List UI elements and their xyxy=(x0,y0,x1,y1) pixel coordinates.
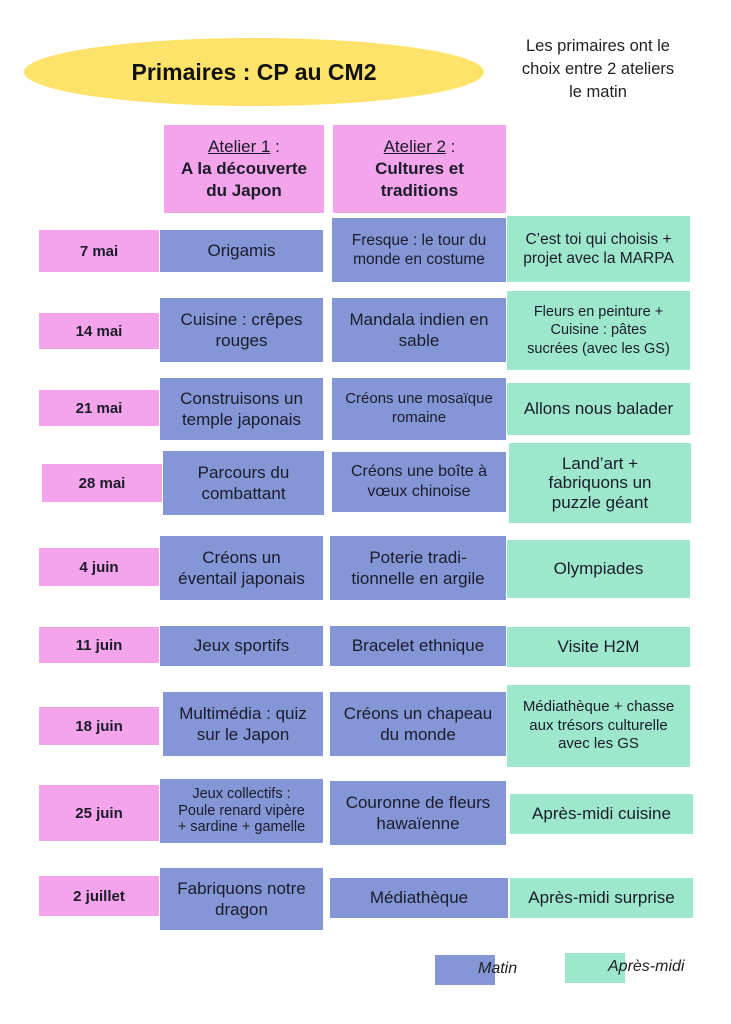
legend-afternoon-label: Après-midi xyxy=(608,958,685,975)
atelier-2-cell xyxy=(330,692,506,756)
page-title: Primaires : CP au CM2 xyxy=(24,38,484,106)
cell-line: Après-midi surprise xyxy=(528,888,675,908)
cell-line: Origamis xyxy=(207,241,276,261)
atelier-1-cell xyxy=(163,451,324,515)
cell-line: dragon xyxy=(215,900,268,919)
note-line: Les primaires ont le xyxy=(526,37,670,55)
cell-line: Poterie tradi- xyxy=(369,547,467,567)
cell-line: Visite H2M xyxy=(557,637,640,657)
afternoon-cell xyxy=(507,627,690,667)
cell-line: avec les GS xyxy=(558,735,639,753)
date-cell: 2 juillet xyxy=(39,876,159,916)
atelier-2-cell xyxy=(330,781,506,845)
afternoon-cell xyxy=(507,216,690,282)
cell-line: Créons une mosaïque xyxy=(345,390,493,408)
cell-line: rouges xyxy=(215,331,268,350)
intro-note xyxy=(498,35,698,104)
cell-line: tionnelle en argile xyxy=(351,569,485,588)
atelier-1-cell xyxy=(160,536,323,600)
cell-line: sur le Japon xyxy=(196,725,290,744)
cell-line: Multimédia : quiz xyxy=(179,703,307,723)
cell-line: Poule renard vipère xyxy=(178,802,305,819)
atelier-1-name: A la découverte xyxy=(181,159,307,178)
cell-line: Jeux sportifs xyxy=(193,636,290,656)
afternoon-cell xyxy=(507,540,690,598)
afternoon-cell xyxy=(507,685,690,767)
date-cell: 21 mai xyxy=(39,390,159,426)
atelier-1-cell xyxy=(160,626,323,666)
cell-line: Cuisine : crêpes xyxy=(180,309,303,329)
cell-line: Fleurs en peinture + xyxy=(533,304,664,321)
cell-line: Allons nous balader xyxy=(523,399,674,419)
cell-line: Cuisine : pâtes xyxy=(550,322,647,339)
afternoon-cell xyxy=(509,443,691,523)
atelier-1-cell xyxy=(160,779,323,843)
cell-line: Médiathèque xyxy=(369,888,469,908)
atelier-2-cell xyxy=(330,878,508,918)
atelier-2-cell xyxy=(332,378,506,440)
atelier-2-sep: : xyxy=(445,137,456,156)
cell-line: combattant xyxy=(201,484,286,503)
cell-line: hawaïenne xyxy=(376,814,460,833)
cell-line: du monde xyxy=(380,725,456,744)
atelier-1-cell xyxy=(160,298,323,362)
cell-line: Fabriquons notre xyxy=(177,878,306,898)
atelier-2-cell xyxy=(332,452,506,512)
cell-line: Land’art + xyxy=(561,453,639,473)
atelier-2-cell xyxy=(330,626,506,666)
note-line: le matin xyxy=(569,83,627,101)
cell-line: monde en costume xyxy=(353,251,485,268)
atelier-2-name: Cultures et xyxy=(375,159,464,178)
cell-line: fabriquons un xyxy=(548,473,652,493)
atelier-2-cell xyxy=(330,536,506,600)
atelier-1-label: Atelier 1 xyxy=(208,137,271,156)
atelier-2-label: Atelier 2 xyxy=(383,137,446,156)
atelier-2-cell xyxy=(332,218,506,282)
cell-line: + sardine + gamelle xyxy=(177,819,306,836)
cell-line: vœux chinoise xyxy=(367,483,471,500)
date-cell: 25 juin xyxy=(39,785,159,841)
date-cell: 18 juin xyxy=(39,707,159,745)
cell-line: Créons un chapeau xyxy=(343,703,493,723)
cell-line: Couronne de fleurs xyxy=(345,792,491,812)
cell-line: temple japonais xyxy=(181,410,302,429)
cell-line: projet avec la MARPA xyxy=(523,250,674,267)
afternoon-cell xyxy=(507,383,690,435)
atelier-1-cell xyxy=(160,230,323,272)
cell-line: aux trésors culturelle xyxy=(529,716,668,734)
cell-line: Médiathèque + chasse xyxy=(522,697,675,715)
afternoon-cell xyxy=(510,878,693,918)
cell-line: Bracelet ethnique xyxy=(351,636,485,656)
header-atelier-2 xyxy=(333,125,506,213)
cell-line: Construisons un xyxy=(180,388,303,408)
cell-line: sable xyxy=(398,331,440,350)
atelier-2-cell xyxy=(332,298,506,362)
cell-line: sucrées (avec les GS) xyxy=(527,340,670,357)
cell-line: Après-midi cuisine xyxy=(532,804,671,824)
date-cell: 7 mai xyxy=(39,230,159,272)
atelier-1-name: du Japon xyxy=(206,181,282,200)
cell-line: Parcours du xyxy=(197,462,290,482)
atelier-1-cell xyxy=(163,692,323,756)
date-cell: 14 mai xyxy=(39,313,159,349)
cell-line: C’est toi qui choisis + xyxy=(525,230,672,248)
atelier-1-cell xyxy=(160,378,323,440)
atelier-1-cell xyxy=(160,868,323,930)
afternoon-cell xyxy=(507,291,690,370)
cell-line: Mandala indien en xyxy=(349,309,489,329)
cell-line: puzzle géant xyxy=(551,492,649,512)
legend-morning-label: Matin xyxy=(478,960,518,977)
cell-line: Créons une boîte à xyxy=(350,463,488,480)
note-line: choix entre 2 ateliers xyxy=(521,60,675,78)
atelier-2-name: traditions xyxy=(380,181,459,200)
header-atelier-1 xyxy=(164,125,324,213)
date-cell: 11 juin xyxy=(39,627,159,663)
cell-line: Créons un xyxy=(202,547,281,567)
cell-line: Fresque : le tour du xyxy=(351,231,487,249)
date-cell: 28 mai xyxy=(42,464,162,502)
atelier-1-sep: : xyxy=(270,137,280,156)
cell-line: Olympiades xyxy=(553,559,644,579)
cell-line: éventail japonais xyxy=(178,569,305,588)
cell-line: Jeux collectifs : xyxy=(192,785,291,802)
cell-line: romaine xyxy=(391,409,447,426)
afternoon-cell xyxy=(510,794,693,834)
date-cell: 4 juin xyxy=(39,548,159,586)
